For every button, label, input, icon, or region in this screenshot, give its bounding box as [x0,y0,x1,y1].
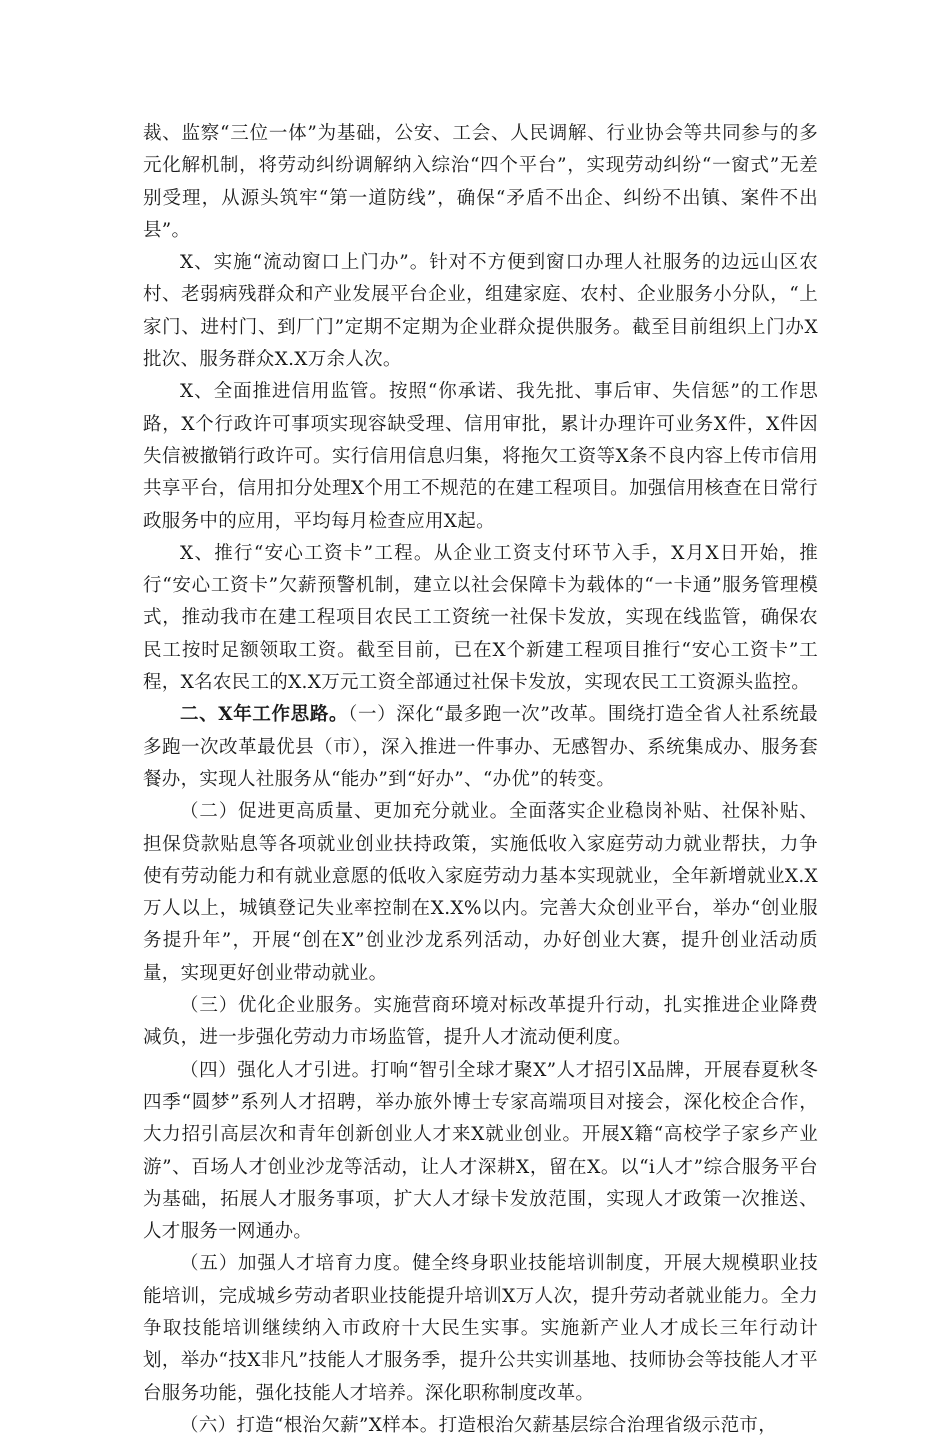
section-heading: 二、X年工作思路。 [180,704,349,726]
paragraph-8: （四）强化人才引进。打响“智引全球才聚X”人才招引X品牌，开展春夏秋冬四季“圆梦”系列人才招聘，举办旅外博士专家高端项目对接会，深化校企合作，大力招引高层次和青年创新创业人才来X就业创业。开展X籍“高校学子家乡产业游”、百场人才创业沙龙等活动，让人才深耕X，留在X。以“i人才”综合服务平台为基础，拓展人才服务事项，扩大人才绿卡发放范围，实现人才政策一次推送、人才服务一网通办。 [143,1059,818,1243]
paragraph-9: （五）加强人才培育力度。健全终身职业技能培训制度，开展大规模职业技能培训，完成城乡劳动者职业技能提升培训X万人次，提升劳动者就业能力。全力争取技能培训继续纳入市政府十大民生实事。实施新产业人才成长三年行动计划，举办“技X非凡”技能人才服务季，提升公共实训基地、技师协会等技能人才平台服务功能，强化技能人才培养。深化职称制度改革。 [143,1253,818,1404]
paragraph-4: X、推行“安心工资卡”工程。从企业工资支付环节入手，X月X日开始，推行“安心工资卡”欠薪预警机制，建立以社会保障卡为载体的“一卡通”服务管理模式，推动我市在建工程项目农民工工资统一社保卡发放，实现在线监管，确保农民工按时足额领取工资。截至目前，已在X个新建工程项目推行“安心工资卡”工程，X名农民工的X.X万元工资全部通过社保卡发放，实现农民工工资源头监控。 [143,542,818,694]
paragraph-10: （六）打造“根治欠薪”X样本。打造根治欠薪基层综合治理省级示范市， [180,1414,777,1436]
paragraph-7: （三）优化企业服务。实施营商环境对标改革提升行动，扎实推进企业降费减负，进一步强化劳动力市场监管，提升人才流动便利度。 [143,995,818,1049]
paragraph-3: X、全面推进信用监管。按照“你承诺、我先批、事后审、失信惩”的工作思路，X个行政许可事项实现容缺受理、信用审批，累计办理许可业务X件，X件因失信被撤销行政许可。实行信用信息归集，将拖欠工资等X条不良内容上传市信用共享平台，信用扣分处理X个用工不规范的在建工程项目。加强信用核查在日常行政服务中的应用，平均每月检查应用X起。 [143,381,818,532]
paragraph-1: 裁、监察“三位一体”为基础，公安、工会、人民调解、行业协会等共同参与的多元化解机制，将劳动纠纷调解纳入综治“四个平台”，实现劳动纠纷“一窗式”无差别受理，从源头筑牢“第一道防线”，确保“矛盾不出企、纠纷不出镇、案件不出县”。 [143,123,818,241]
document-page [143,118,818,1442]
paragraph-6: （二）促进更高质量、更加充分就业。全面落实企业稳岗补贴、社保补贴、担保贷款贴息等各项就业创业扶持政策，实施低收入家庭劳动力就业帮扶，力争使有劳动能力和有就业意愿的低收入家庭劳动力基本实现就业，全年新增就业X.X万人以上，城镇登记失业率控制在X.X%以内。完善大众创业平台，举办“创业服务提升年”，开展“创在X”创业沙龙系列活动，办好创业大赛，提升创业活动质量，实现更好创业带动就业。 [143,801,818,984]
paragraph-5 [143,699,818,796]
paragraph-5-text: （一）深化“最多跑一次”改革。围绕打造全省人社系统最多跑一次改革最优县（市），深入推进一件事办、无感智办、系统集成办、服务套餐办，实现人社服务从“能办”到“好办”、“办优”的转变。 [143,704,818,790]
paragraph-2: X、实施“流动窗口上门办”。针对不方便到窗口办理人社服务的边远山区农村、老弱病残群众和产业发展平台企业，组建家庭、农村、企业服务小分队，“上家门、进村门、到厂门”定期不定期为企业群众提供服务。截至目前组织上门办X批次、服务群众X.X万余人次。 [143,252,818,371]
